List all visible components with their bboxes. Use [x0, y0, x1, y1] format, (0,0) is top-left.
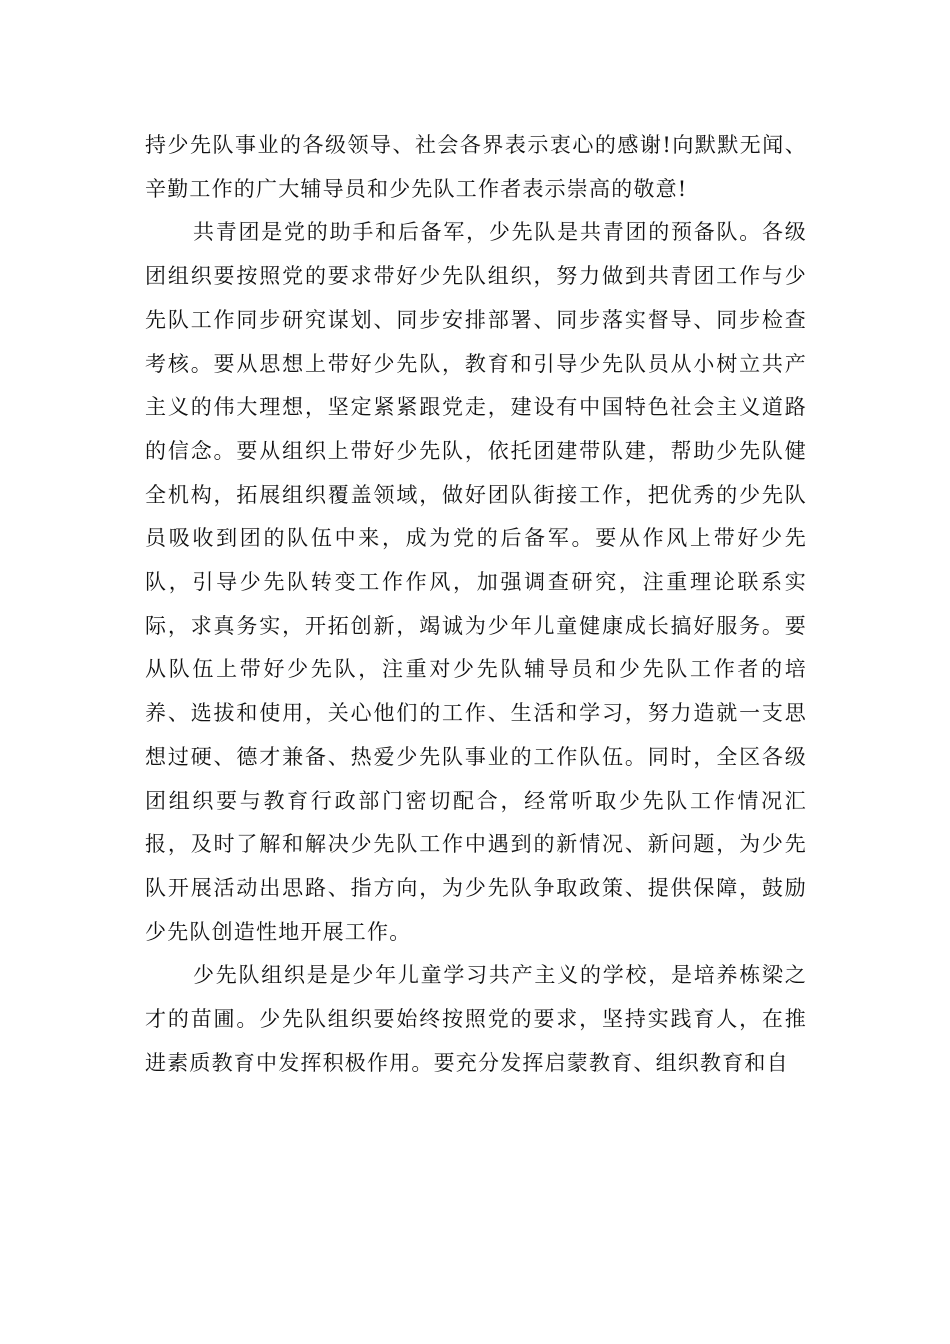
- document-body: [145, 124, 807, 1085]
- paragraph-2: 共青团是党的助手和后备军，少先队是共青团的预备队。各级团组织要按照党的要求带好少先队组织，努力做到共青团工作与少先队工作同步研究谋划、同步安排部署、同步落实督导、同步检查考核。要从思想上带好少先队，教育和引导少先队员从小树立共产主义的伟大理想，坚定紧紧跟党走，建设有中国特色社会主义道路的信念。要从组织上带好少先队，依托团建带队建，帮助少先队健全机构，拓展组织覆盖领域，做好团队街接工作，把优秀的少先队员吸收到团的队伍中来，成为党的后备军。要从作风上带好少先队，引导少先队转变工作作风，加强调查研究，注重理论联系实际，求真务实，开拓创新，竭诚为少年儿童健康成长搞好服务。要从队伍上带好少先队，注重对少先队辅导员和少先队工作者的培养、选拔和使用，关心他们的工作、生活和学习，努力造就一支思想过硬、德才兼备、热爱少先队事业的工作队伍。同时，全区各级团组织要与教育行政部门密切配合，经常听取少先队工作情况汇报，及时了解和解决少先队工作中遇到的新情况、新问题，为少先队开展活动出思路、指方向，为少先队争取政策、提供保障，鼓励少先队创造性地开展工作。: [145, 220, 807, 944]
- paragraph-1: 持少先队事业的各级领导、社会各界表示衷心的感谢!向默默无闻、辛勤工作的广大辅导员和少先队工作者表示崇高的敬意!: [145, 133, 807, 201]
- paragraph-3: 少先队组织是是少年儿童学习共产主义的学校，是培养栋梁之才的苗圃。少先队组织要始终按照党的要求，坚持实践育人，在推进素质教育中发挥积极作用。要充分发挥启蒙教育、组织教育和自: [145, 963, 807, 1075]
